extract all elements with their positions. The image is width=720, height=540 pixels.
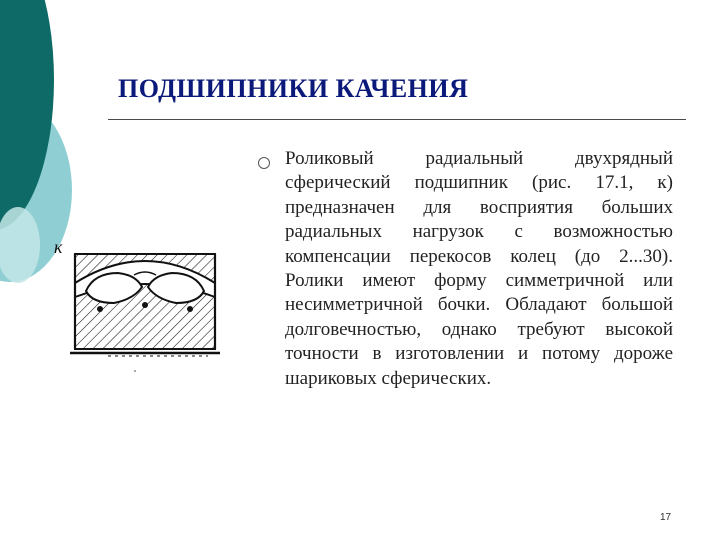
bullet-circle-icon: [258, 157, 270, 169]
slide-body-text: Роликовый радиальный двухрядный сферический подшипник (рис. 17.1, к) предназначен для восприятия больших радиальных нагрузок с возможностью компенсации перекосов колец (до 2...30). Ролики имеют форму симметричной или несимметричной бочки. Обладают большой долговечностью, однако требуют высокой точности в изготовлении и потому дороже шариковых сферических.: [285, 148, 673, 389]
page-number: 17: [660, 512, 672, 523]
slide-title: ПОДШИПНИКИ КАЧЕНИЯ: [118, 74, 469, 103]
title-divider: [108, 119, 686, 120]
figure-label: к: [54, 237, 63, 257]
bearing-drawing: [48, 225, 233, 385]
